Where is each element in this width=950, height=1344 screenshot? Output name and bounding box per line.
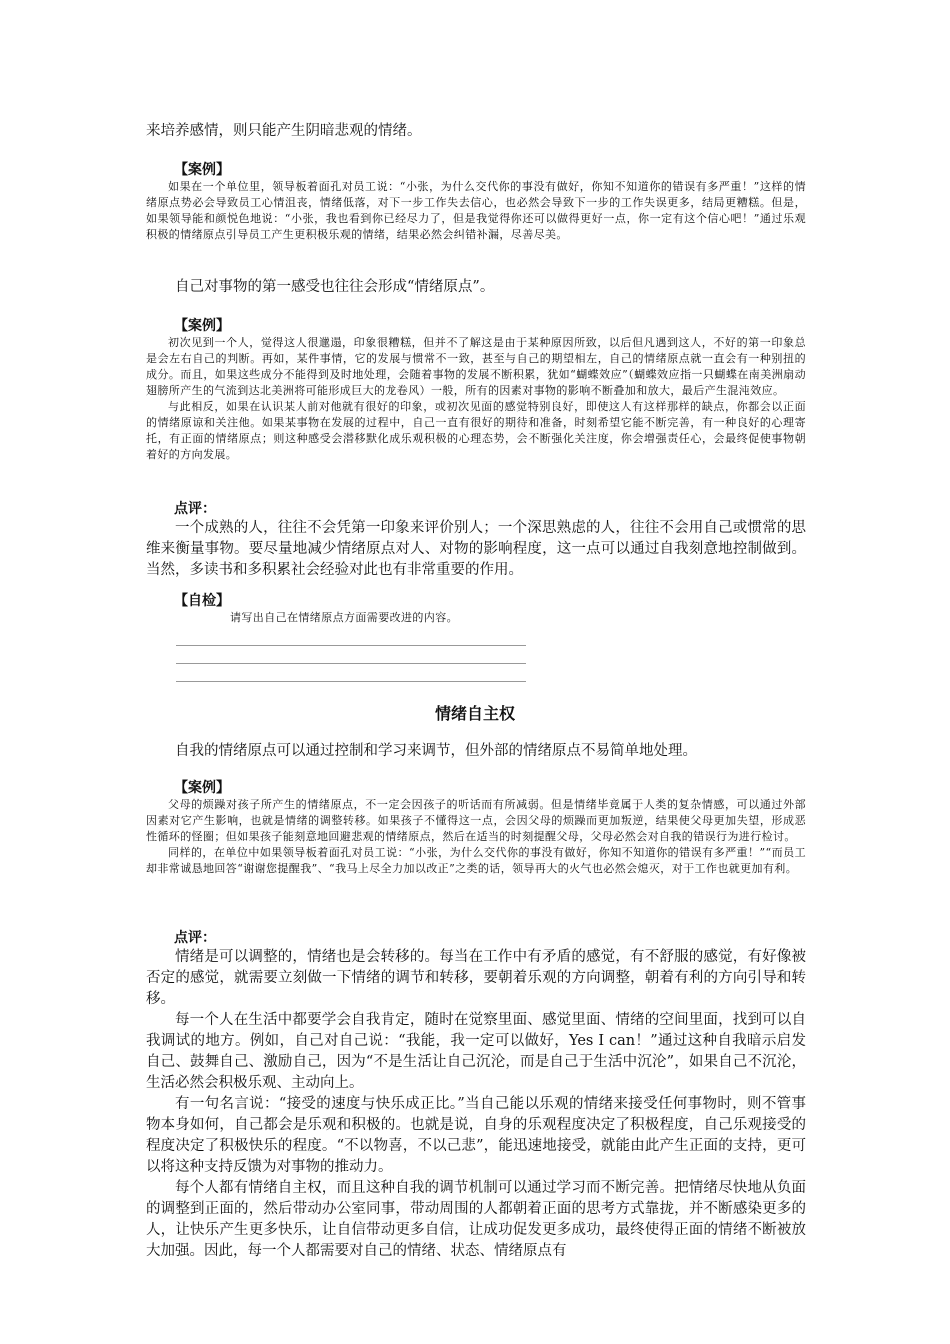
comment-text: 一个成熟的人，往往不会凭第一印象来评价别人；一个深思熟虑的人，往往不会用自己或惯常的思维来衡量事物。要尽量地减少情绪原点对人、对物的影响程度，这一点可以通过自我刻意地控制做到。当然，多读书和多积累社会经验对此也有非常重要的作用。 [146,520,806,578]
paragraph: 自己对事物的第一感受也往往会形成“情绪原点”。 [175,279,495,295]
case-text: 与此相反，如果在认识某人前对他就有很好的印象，或初次见面的感觉特别良好，即使这人有这样那样的缺点，你都会以正面的情绪原谅和关注他。如果某事物在发展的过程中，自己一直有很好的期待和准备，时刻希望它能不断完善，有一种良好的心理寄托，有正面的情绪原点；则这种感受会潜移默化成乐观积极的心理态势，会不断强化关注度，你会增强责任心，会最终促使事物朝着好的方向发展。 [146,400,806,461]
selfcheck-block [146,592,806,626]
answer-line[interactable] [176,681,526,682]
answer-line[interactable] [176,645,526,646]
paragraph: 自我的情绪原点可以通过控制和学习来调节，但外部的情绪原点不易简单地处理。 [175,743,697,759]
case-text: 同样的，在单位中如果领导板着面孔对员工说：“小张，为什么交代你的事没有做好，你知不知道你的错误有多严重！”“而员工却非常诚恳地回答“谢谢您提醒我”、“我马上尽全力加以改正”之类的话，领导再大的火气也必然会熄灭，对于工作也就更加有利。 [146,846,806,875]
section-title: 情绪自主权 [434,704,515,723]
case-text: 父母的烦躁对孩子所产生的情绪原点，不一定会因孩子的听话而有所减弱。但是情绪毕竟属于人类的复杂情感，可以通过外部因素对它产生影响，也就是情绪的调整转移。如果孩子不懂得这一点，会因父母的烦躁而更加叛逆，结果使父母更加失望，形成恶性循环的怪圈；但如果孩子能刻意地回避悲观的情绪原点，然后在适当的时刻提醒父母，父母必然会对自我的错误行为进行检讨。 [146,798,806,843]
selfcheck-text: 请写出自己在情绪原点方面需要改进的内容。 [230,611,458,624]
answer-line[interactable] [176,663,526,664]
comment-text: 每个人都有情绪自主权，而且这种自我的调节机制可以通过学习而不断完善。把情绪尽快地从负面的调整到正面的，然后带动办公室同事，带动周围的人都朝着正面的思考方式靠拢，并不断感染更多的人，让快乐产生更多快乐，让自信带动更多自信，让成功促发更多成功，最终使得正面的情绪不断被放大加强。因此，每一个人都需要对自己的情绪、状态、情绪原点有 [146,1180,806,1259]
case-label: 【案例】 [174,318,230,334]
section-intro [146,741,806,762]
comment-text: 每一个人在生活中都要学会自我肯定，随时在觉察里面、感觉里面、情绪的空间里面，找到可以自我调试的地方。例如，自己对自己说：“我能，我一定可以做好，Yes I can！”通过这种自我暗示启发自己、鼓舞自己、激励自己，因为“不是生活让自己沉沦，而是自己于生活中沉沦”，如果自己不沉沦，生活必然会积极乐观、主动向上。 [146,1012,806,1091]
case-text: 初次见到一个人，觉得这人很邋遢，印象很糟糕，但并不了解这是由于某种原因所致，以后但凡遇到这人，不好的第一印象总是会左右自己的判断。再如，某件事情，它的发展与惯常不一致，甚至与自己的期望相左，自己的情绪原点就一直会有一种别扭的成分。而且，如果这些成分不能得到及时地处理，会随着事物的发展不断积累，犹如“蝴蝶效应”（蝴蝶效应指一只蝴蝶在南美洲扇动翅膀所产生的气流到达北美洲将可能形成巨大的龙卷风）一般，所有的因素对事物的影响不断叠加和放大，最后产生混沌效应。 [146,336,806,397]
case-block-3 [146,779,806,877]
comment-text: 情绪是可以调整的，情绪也是会转移的。每当在工作中有矛盾的感觉，有不舒服的感觉，有好像被否定的感觉，就需要立刻做一下情绪的调节和转移，要朝着乐观的方向调整，朝着有利的方向引导和转移。 [146,949,806,1007]
case-block-1 [146,161,806,243]
comment-label: 点评： [174,501,216,517]
case-block-2 [146,317,806,463]
comment-block-1 [146,500,806,581]
first-feel [146,277,806,298]
case-text: 如果在一个单位里，领导板着面孔对员工说：“小张，为什么交代你的事没有做好，你知不知道你的错误有多严重！”这样的情绪原点势必会导致员工心情沮丧，情绪低落，对下一步工作失去信心，也必然会导致下一步的工作失误更多，结局更糟糕。但是，如果领导能和颜悦色地说：“小张，我也看到你已经尽力了，但是我觉得你还可以做得更好一点，你一定有这个信心吧！”通过乐观积极的情绪原点引导员工产生更积极乐观的情绪，结果必然会纠错补漏，尽善尽美。 [146,180,806,241]
comment-text: 有一句名言说：“接受的速度与快乐成正比。”当自己能以乐观的情绪来接受任何事物时，则不管事物本身如何，自己都会是乐观和积极的。也就是说，自身的乐观程度决定了积极程度，自己乐观接受的程度决定了积极快乐的程度。“不以物喜，不以己悲”，能迅速地接受，就能由此产生正面的支持，更可以将这种支持反馈为对事物的推动力。 [146,1096,806,1175]
case-label: 【案例】 [174,162,230,178]
comment-block-2 [146,929,806,1262]
comment-label: 点评： [174,930,216,946]
selfcheck-label: 【自检】 [174,593,230,609]
intro-tail [146,121,806,142]
paragraph: 来培养感情，则只能产生阴暗悲观的情绪。 [146,123,422,139]
case-label: 【案例】 [174,780,230,796]
